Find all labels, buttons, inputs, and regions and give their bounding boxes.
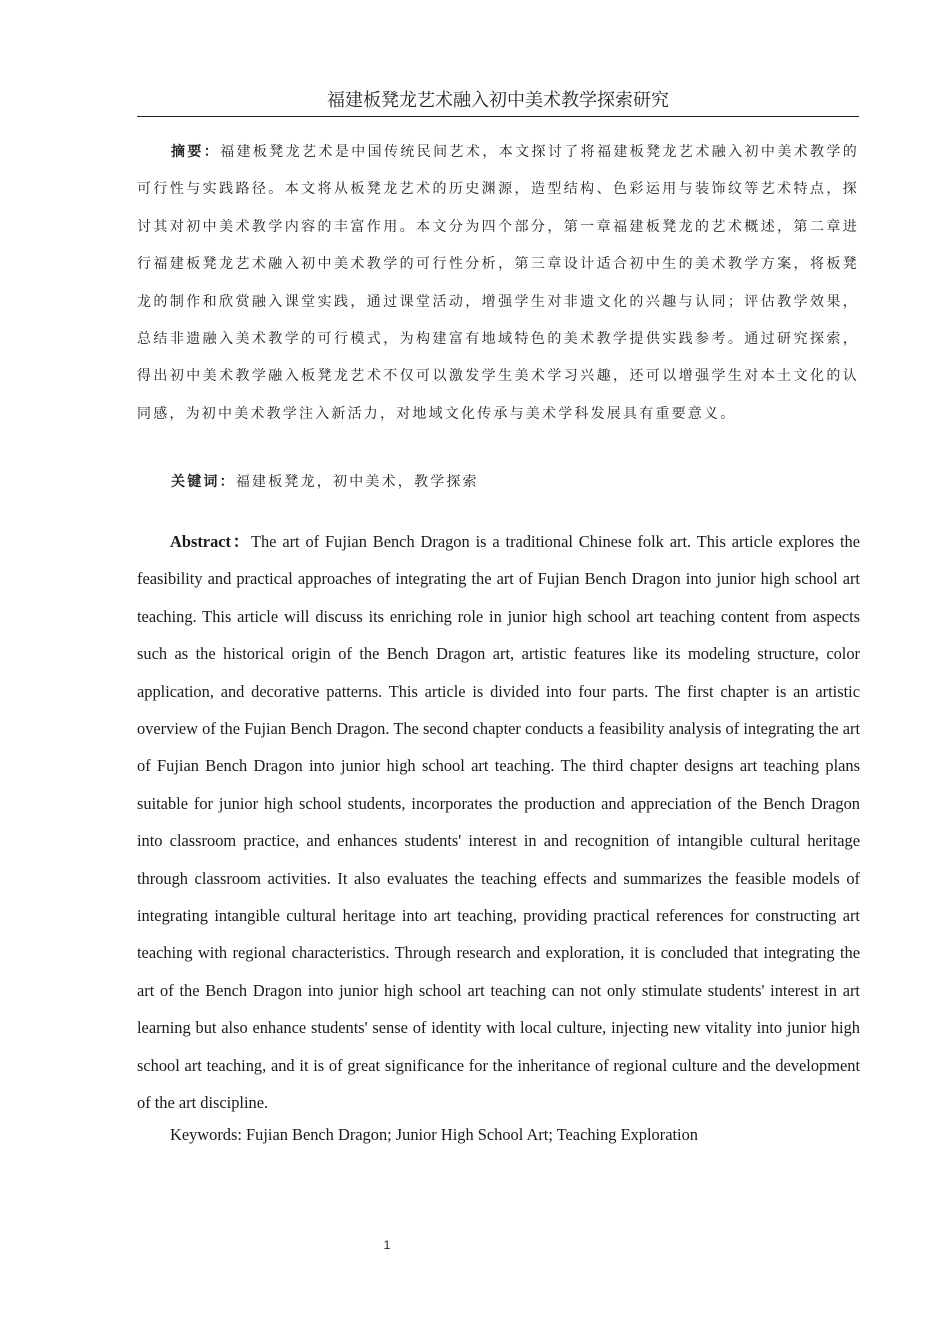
page-number: 1 [383,1238,391,1252]
english-keywords-paragraph: Keywords: Fujian Bench Dragon; Junior High School Art; Teaching Exploration [170,1125,698,1144]
chinese-keywords-paragraph [137,464,859,501]
header-divider [137,116,859,117]
english-abstract-label: Abstract： [170,532,251,551]
chinese-abstract-label: 摘要： [171,144,221,160]
chinese-keywords-label: 关键词： [171,474,236,490]
english-abstract-paragraph [137,523,860,1122]
chinese-keywords-text: 福建板凳龙，初中美术，教学探索 [235,474,479,490]
english-abstract-text: The art of Fujian Bench Dragon is a traditional Chinese folk art. This article explores the feasibility and practical approaches of integrating the art of Fujian Bench Dragon into junior high school art teaching. This article will discuss its enriching role in junior high school art teaching content from aspects such as the historical origin of the Bench Dragon art, artistic features like its modeling structure, color application, and decorative patterns. This article is divided into four parts. The first chapter is an artistic overview of the Fujian Bench Dragon. The second chapter conducts a feasibility analysis of integrating the art of Fujian Bench Dragon into junior high school art teaching. The third chapter designs art teaching plans suitable for junior high school students, incorporates the production and appreciation of the Bench Dragon into classroom practice, and enhances students' interest in and recognition of intangible cultural heritage through classroom activities. It also evaluates the teaching effects and summarizes the feasible models of integrating intangible cultural heritage into art teaching, providing practical references for constructing art teaching with regional characteristics. Through research and exploration, it is concluded that integrating the art of the Bench Dragon into junior high school art teaching can not only stimulate students' interest in art learning but also enhance students' sense of identity with local culture, injecting new vitality into junior high school art teaching, and it is of great significance for the inheritance of regional culture and the development of the art discipline. [137,532,860,1113]
running-header-title: 福建板凳龙艺术融入初中美术教学探索研究 [327,90,669,111]
chinese-abstract-text: 福建板凳龙艺术是中国传统民间艺术，本文探讨了将福建板凳龙艺术融入初中美术教学的可行性与实践路径。本文将从板凳龙艺术的历史渊源，造型结构、色彩运用与装饰纹等艺术特点，探讨其对初中美术教学内容的丰富作用。本文分为四个部分，第一章福建板凳龙的艺术概述，第二章进行福建板凳龙艺术融入初中美术教学的可行性分析，第三章设计适合初中生的美术教学方案，将板凳龙的制作和欣赏融入课堂实践，通过课堂活动，增强学生对非遗文化的兴趣与认同；评估教学效果，总结非遗融入美术教学的可行模式，为构建富有地域特色的美术教学提供实践参考。通过研究探索，得出初中美术教学融入板凳龙艺术不仅可以激发学生美术学习兴趣，还可以增强学生对本土文化的认同感，为初中美术教学注入新活力，对地域文化传承与美术学科发展具有重要意义。 [137,144,859,422]
chinese-abstract-paragraph [137,134,859,433]
